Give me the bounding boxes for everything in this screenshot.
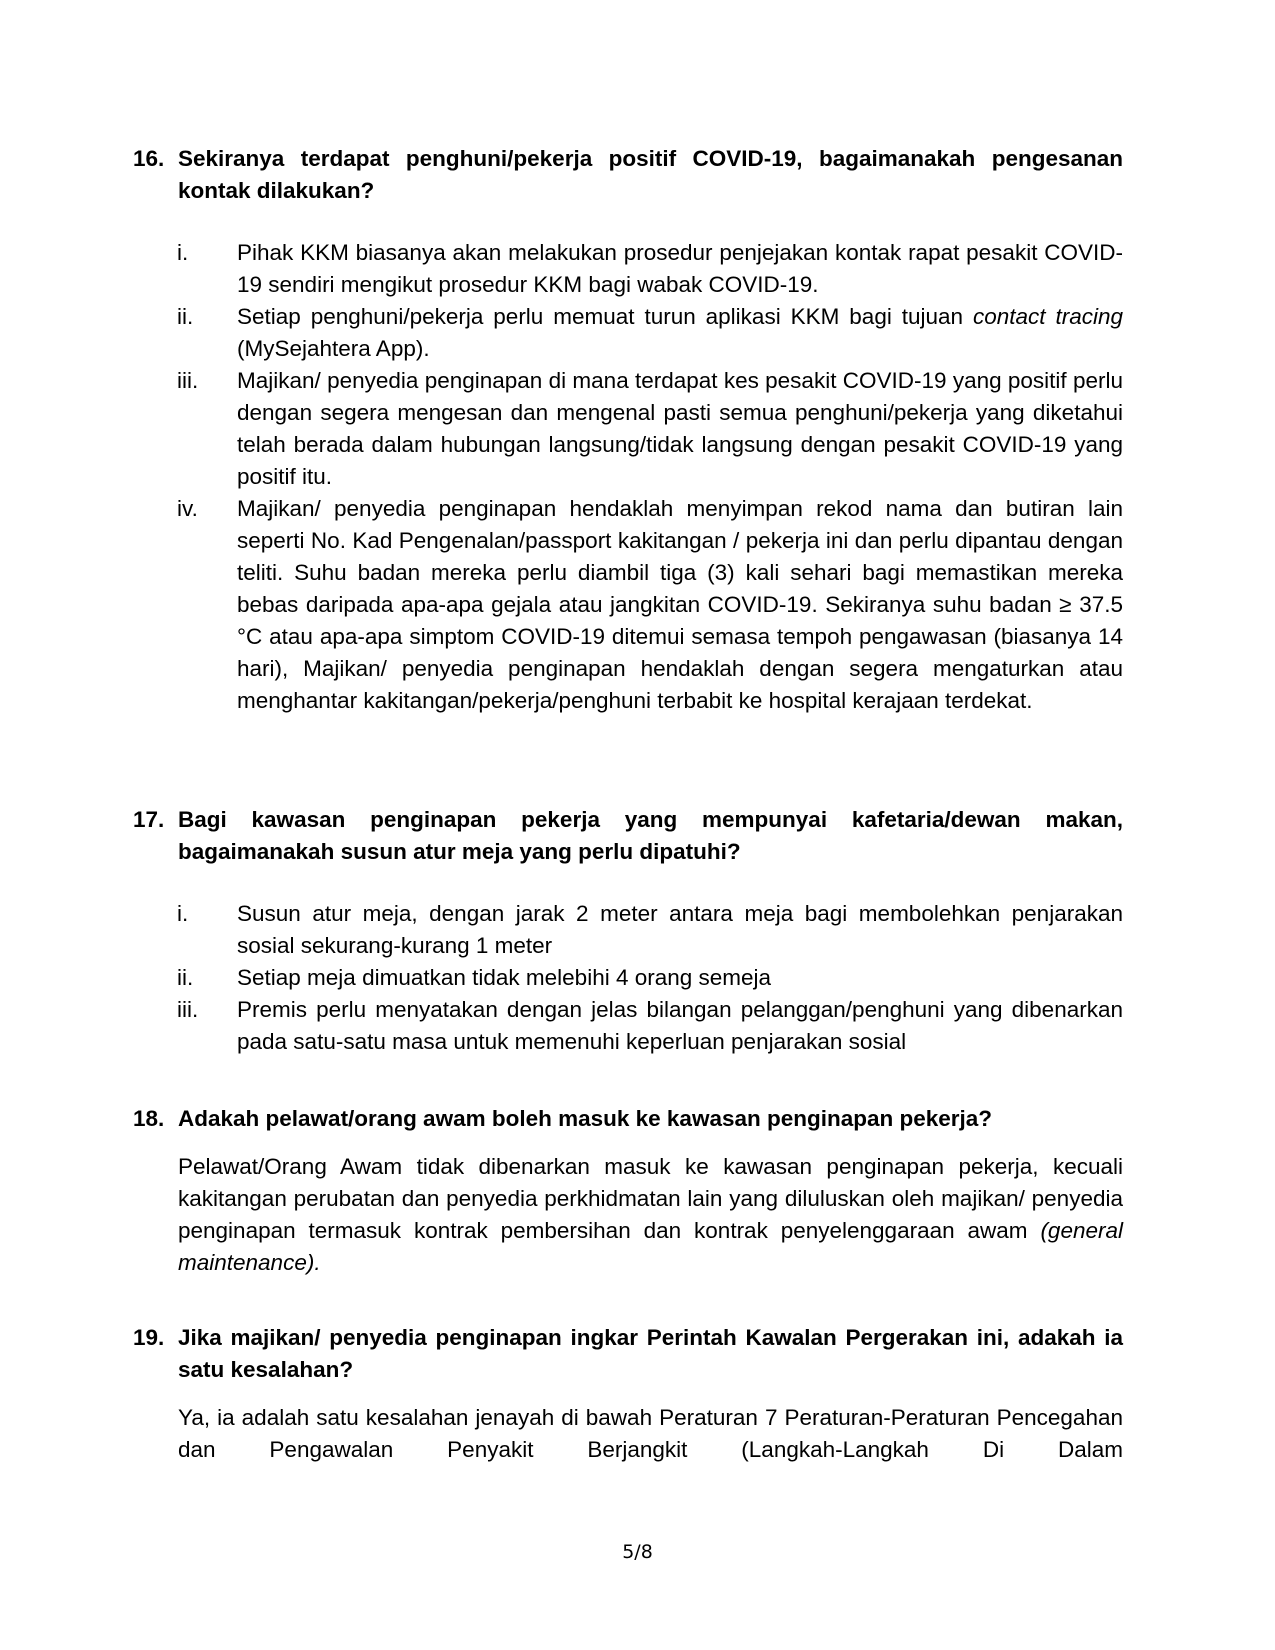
question-number: 19. [133, 1325, 165, 1350]
list-item [177, 898, 1123, 962]
list-item-number: ii. [177, 304, 194, 329]
list-item-text: (MySejahtera App). [237, 336, 430, 361]
faq-section-18 [133, 1103, 1123, 1279]
list-item-number: i. [177, 901, 189, 926]
list-item [177, 493, 1123, 717]
question-heading: Bagi kawasan penginapan pekerja yang mempunyai kafetaria/dewan makan, bagaimanakah susun atur meja yang perlu dipatuhi? [178, 807, 1123, 864]
list-item-italic-text: contact tracing [973, 304, 1124, 329]
list-item [177, 994, 1123, 1058]
list-item-text: Majikan/ penyedia penginapan di mana terdapat kes pesakit COVID-19 yang positif perlu dengan segera mengesan dan mengenal pasti semua penghuni/pekerja yang diketahui telah berada dalam hubungan langsung/tidak langsung dengan pesakit COVID-19 yang positif itu. [237, 368, 1123, 489]
page-number: 5/8 [622, 1541, 653, 1563]
answer-text: Pelawat/Orang Awam tidak dibenarkan masuk ke kawasan penginapan pekerja, kecuali kakitangan perubatan dan penyedia perkhidmatan lain yang diluluskan oleh majikan/ penyedia penginapan termasuk kontrak pembersihan dan kontrak penyelenggaraan awam [178, 1154, 1123, 1243]
list-item-number: iii. [177, 368, 199, 393]
list-item-text: Susun atur meja, dengan jarak 2 meter antara meja bagi membolehkan penjarakan sosial sekurang-kurang 1 meter [237, 901, 1123, 958]
question-number: 18. [133, 1106, 165, 1131]
faq-section-17 [133, 804, 1123, 1058]
list-item-text: Pihak KKM biasanya akan melakukan prosedur penjejakan kontak rapat pesakit COVID-19 sendiri mengikut prosedur KKM bagi wabak COVID-19. [237, 240, 1123, 297]
answer-list [133, 237, 1123, 717]
question-heading: Jika majikan/ penyedia penginapan ingkar Perintah Kawalan Pergerakan ini, adakah ia satu kesalahan? [178, 1325, 1123, 1382]
list-item [177, 237, 1123, 301]
faq-section-19 [133, 1322, 1123, 1466]
list-item-text: Premis perlu menyatakan dengan jelas bilangan pelanggan/penghuni yang dibenarkan pada satu-satu masa untuk memenuhi keperluan penjarakan sosial [237, 997, 1123, 1054]
list-item [177, 365, 1123, 493]
answer-paragraph: Ya, ia adalah satu kesalahan jenayah di bawah Peraturan 7 Peraturan-Peraturan Pencegahan dan Pengawalan Penyakit Berjangkit (Langkah-Langkah Di Dalam [178, 1405, 1123, 1462]
list-item-text: Setiap meja dimuatkan tidak melebihi 4 orang semeja [237, 965, 772, 990]
list-item-number: iv. [177, 496, 198, 521]
answer-italic-text: (general maintenance). [178, 1218, 1123, 1275]
list-item [177, 301, 1124, 365]
list-item [177, 962, 1123, 994]
question-number: 17. [133, 807, 165, 832]
list-item-number: i. [177, 240, 189, 265]
list-item-text: Majikan/ penyedia penginapan hendaklah menyimpan rekod nama dan butiran lain seperti No. Kad Pengenalan/passport kakitangan / pekerja ini dan perlu dipantau dengan teliti. Suhu badan mereka perlu diambil tiga (3) kali sehari bagi memastikan mereka bebas daripada apa-apa gejala atau jangkitan COVID-19. Sekiranya suhu badan ≥ 37.5 °C atau apa-apa simptom COVID-19 ditemui semasa tempoh pengawasan (biasanya 14 hari), Majikan/ penyedia penginapan hendaklah dengan segera mengaturkan atau menghantar kakitangan/pekerja/penghuni terbabit ke hospital kerajaan terdekat. [237, 496, 1123, 713]
list-item-text: Setiap penghuni/pekerja perlu memuat turun aplikasi KKM bagi tujuan [237, 304, 973, 329]
answer-paragraph [178, 1151, 1123, 1279]
list-item-number: ii. [177, 965, 194, 990]
answer-list [133, 898, 1123, 1058]
list-item-number: iii. [177, 997, 199, 1022]
question-heading: Sekiranya terdapat penghuni/pekerja positif COVID-19, bagaimanakah pengesanan kontak dilakukan? [178, 146, 1123, 203]
faq-section-16 [133, 143, 1123, 717]
question-heading: Adakah pelawat/orang awam boleh masuk ke kawasan penginapan pekerja? [178, 1106, 993, 1131]
question-number: 16. [133, 146, 165, 171]
